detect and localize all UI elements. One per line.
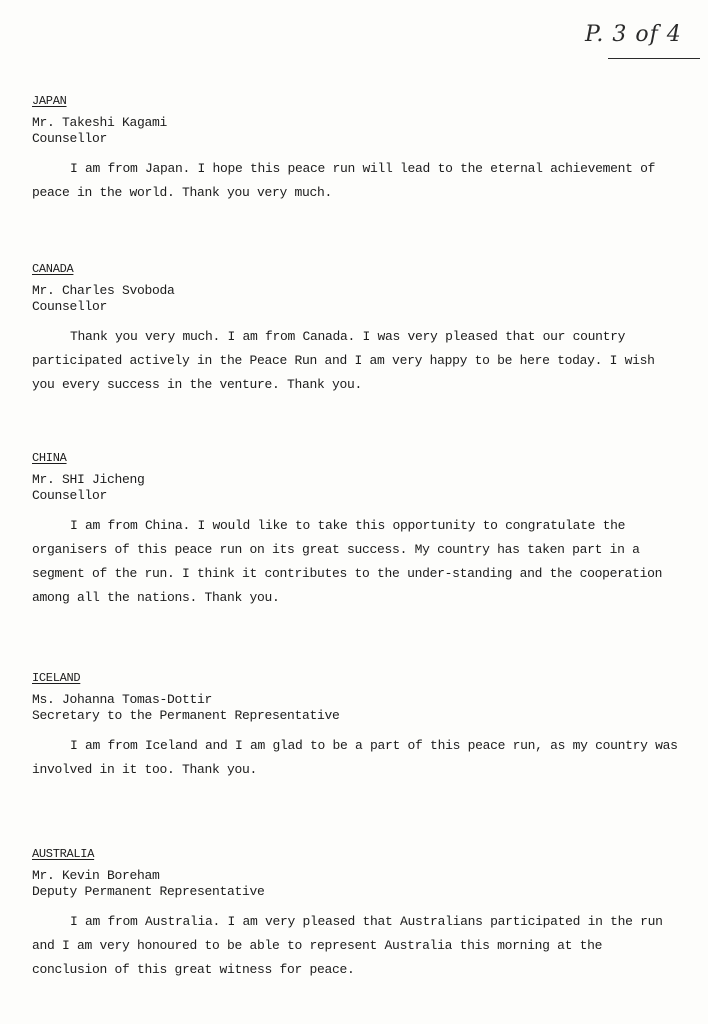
speaker-statement: Thank you very much. I am from Canada. I was very pleased that our country participated actively in the Peace Run and I am very happy to be here today. I wish you every success in the venture. Thank you. — [32, 329, 655, 392]
speaker-name: Mr. SHI Jicheng — [32, 472, 145, 487]
speaker-statement: I am from Japan. I hope this peace run will lead to the eternal achievement of peace in the world. Thank you very much. — [32, 161, 656, 200]
country-heading: AUSTRALIA — [32, 847, 95, 861]
section-iceland — [32, 670, 682, 782]
page-number-underline — [608, 58, 700, 59]
speaker-name: Mr. Charles Svoboda — [32, 283, 175, 298]
section-japan — [32, 93, 682, 205]
speaker-title: Counsellor — [32, 488, 108, 503]
page-number: P. 3 of 4 — [585, 22, 682, 47]
country-heading: CHINA — [32, 451, 67, 465]
section-china — [32, 450, 682, 610]
speaker-name: Mr. Kevin Boreham — [32, 868, 160, 883]
country-heading: JAPAN — [32, 94, 67, 108]
country-heading: ICELAND — [32, 671, 81, 685]
speaker-title: Deputy Permanent Representative — [32, 884, 265, 899]
section-canada — [32, 261, 682, 397]
speaker-title: Counsellor — [32, 299, 108, 314]
speaker-statement: I am from Australia. I am very pleased that Australians participated in the run and I am very honoured to be able to represent Australia this morning at the conclusion of this great witness for peace. — [32, 914, 663, 977]
country-heading: CANADA — [32, 262, 74, 276]
speaker-name: Ms. Johanna Tomas-Dottir — [32, 692, 213, 707]
speaker-statement: I am from China. I would like to take this opportunity to congratulate the organisers of this peace run on its great success. My country has taken part in a segment of the run. I think it contributes to the under-standing and the cooperation among all the nations. Thank you. — [32, 518, 663, 605]
speaker-title: Secretary to the Permanent Representative — [32, 708, 340, 723]
speaker-statement: I am from Iceland and I am glad to be a part of this peace run, as my country was involved in it too. Thank you. — [32, 738, 678, 777]
section-australia — [32, 846, 682, 982]
speaker-name: Mr. Takeshi Kagami — [32, 115, 168, 130]
speaker-title: Counsellor — [32, 131, 108, 146]
